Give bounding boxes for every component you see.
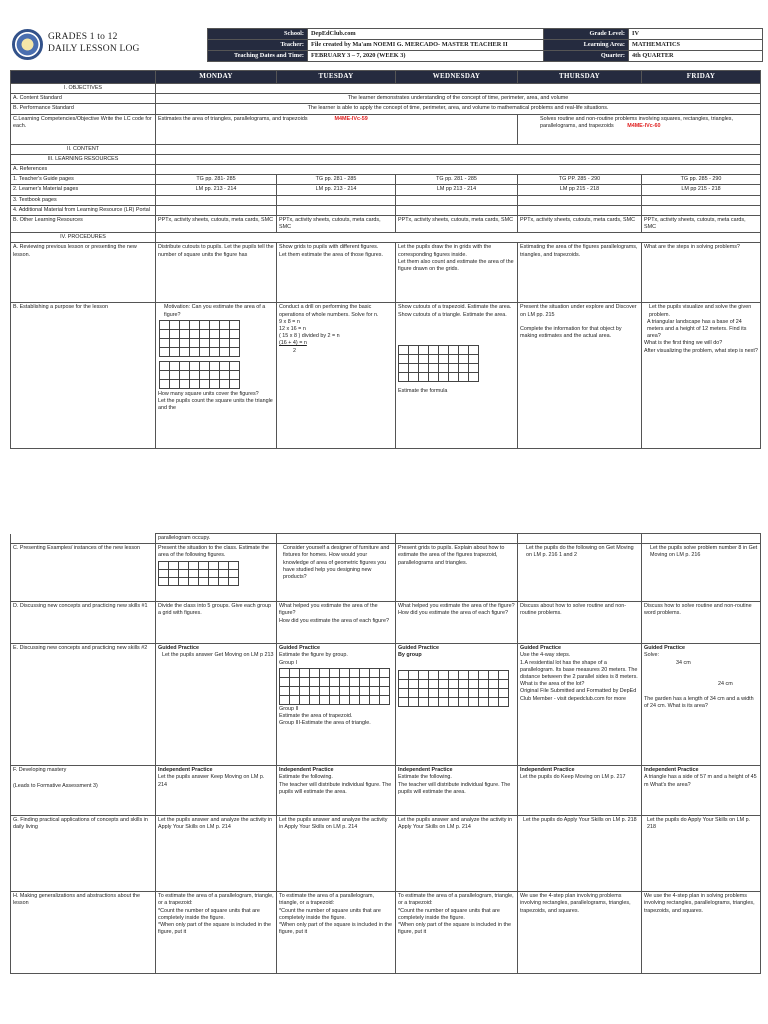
cell [642,205,761,215]
dates-label: Teaching Dates and Time: [208,51,308,62]
purpose-label: B. Establishing a purpose for the lesson [11,303,156,449]
review-wed: Let the pupils draw the in grids with the corresponding figures inside. Let them also count and estimate the area of the figure drawn on the grids. [396,243,518,303]
area-label: Learning Area: [544,40,629,51]
lm-label: 2. Learner's Material pages [11,185,156,195]
day-header-monday: MONDAY [156,71,277,84]
purpose-mon-motivation: Motivation: Can you estimate the area of a figure? [164,304,266,318]
independent-practice-thu: Independent Practice [520,767,575,774]
quarter-value: 4th QUARTER [629,51,763,62]
square-grid-3 [398,345,479,382]
square-grid-6 [398,670,509,707]
mastery-label [11,766,156,816]
header [10,27,760,64]
discuss1-tue: What helped you estimate the area of the figure? How did you estimate the area of each figure? [277,602,396,644]
purpose-thu-complete: Complete the information for that object by making estimates and the actual area. [520,325,622,339]
cell [11,534,156,544]
dates-value: FEBRUARY 3 – 7, 2020 (WEEK 3) [308,51,544,62]
square-grid-5 [279,668,390,705]
performance-standard-text: The learner is able to apply the concept of time, perimeter, area, and volume to mathematical problems and real-life situations. [156,104,761,114]
applications-wed: Let the pupils answer and analyze the activity in Apply Your Skills on LM p. 214 [396,816,518,892]
generalization-wed: To estimate the area of a parallelogram, triangle, or a trapezoid: *Count the number of square units that are completely inside the figure. *When only part of the square is included in the figure, put it [396,892,518,974]
objectives-heading: I. OBJECTIVES [11,84,156,94]
textbook-label: 3. Textbook pages [11,195,156,205]
competencies-label: C.Learning Competencies/Objective Write the LC code for each. [11,114,156,144]
applications-fri: Let the pupils do Apply Your Skills on LM p. 218 [642,816,761,892]
lm-wed: LM pp 213 - 214 [396,185,518,195]
cell [277,195,396,205]
other-resources-label: B. Other Learning Resources [11,215,156,232]
tg-fri: TG pp. 285 - 290 [642,175,761,185]
objectives-blank [156,84,761,94]
discuss2-label: E. Discussing new concepts and practicing new skills #2 [11,644,156,766]
applications-thu: Let the pupils do Apply Your Skills on LM p. 218 [518,816,642,892]
applications-mon: Let the pupils answer and analyze the activity in Apply Your Skills on LM p. 214 [156,816,277,892]
competency-2-code: M4ME-IVc-60 [627,122,661,129]
applications-tue: Let the pupils answer and analyze the activity in Apply Your Skills on LM p. 214 [277,816,396,892]
school-label: School: [208,29,308,40]
cell [396,534,518,544]
spacer [644,688,758,696]
discuss2-tue [277,644,396,766]
discuss2-tue-group1: Estimate the figure by group. Group I [279,652,348,666]
generalization-tue: To estimate the area of a parallelogram, triangle, or a trapezoid: *Count the number of square units that are completely inside the figure. *When only part of the square is included in the figure, put it [277,892,396,974]
other-thu: PPTx, activity sheets, cutouts, meta cards, SMC [518,215,642,232]
mastery-tue-text: Estimate the following. The teacher will distribute individual figure. The pupils will estimate the area. [279,774,392,795]
guided-practice-mon: Guided Practice [158,645,200,652]
discuss1-thu: Discuss about how to solve routine and non-routine problems. [518,602,642,644]
equation-4-denominator: 2 [293,347,296,354]
mastery-fri [642,766,761,816]
cell [277,205,396,215]
lesson-table-page-2 [10,533,761,974]
examples-thu: Let the pupils do the following on Get Moving on LM p. 216 1 and 2 [518,544,642,602]
cell [642,534,761,544]
school-value: DepEdClub.com [308,29,544,40]
purpose-fri-visualize: Let the pupils visualize and solve the given problem. [649,304,752,318]
generalization-mon: To estimate the area of a parallelogram, triangle, or a trapezoid: *Count the number of square units that are completely inside the figure. *When only part of the square is included in the figure, put it [156,892,277,974]
discuss1-label: D. Discussing new concepts and practicing new skills #1 [11,602,156,644]
cell [518,205,642,215]
independent-practice-wed: Independent Practice [398,767,453,774]
examples-mon [156,544,277,602]
equation-1: 9 x 8 = n [279,318,300,325]
mastery-tue [277,766,396,816]
purpose-mon [156,303,277,449]
discuss2-fri-problem: The garden has a length of 34 cm and a width of 24 cm. What is its area? [644,695,754,710]
independent-practice-tue: Independent Practice [279,767,334,774]
grade-value: IV [629,29,763,40]
lesson-table-page-1 [10,70,761,449]
cell [396,205,518,215]
examples-fri: Let the pupils solve problem number 8 in Get Moving on LM p. 216 [642,544,761,602]
mastery-label-2: (Leads to Formative Assessment 3) [13,783,98,790]
competency-1-code: M4ME-IVc-59 [334,115,368,122]
width-label: 24 cm [718,680,733,687]
discuss2-mon-text: Let the pupils answer Get Moving on LM p 213 [162,652,274,659]
title-line-2: DAILY LESSON LOG [48,44,140,54]
mastery-mon [156,766,277,816]
guided-practice-wed: Guided Practice [398,645,440,652]
teacher-value: File created by Ma'am NOEMI G. MERCADO- MASTER TEACHER II [308,40,544,51]
guided-practice-thu: Guided Practice [520,645,562,652]
procedures-blank [156,233,761,243]
examples-mon-text: Present the situation to the class. Estimate the area of the following figures. [158,545,269,559]
cell [156,205,277,215]
day-header-tuesday: TUESDAY [277,71,396,84]
review-thu: Estimating the area of the figures parallelograms, triangles, and trapezoids. [518,243,642,303]
purpose-wed-formula: Estimate the formula [398,387,448,394]
discuss2-fri [642,644,761,766]
corner-header [11,71,156,84]
other-tue: PPTx, activity sheets, cutouts, meta cards, SMC [277,215,396,232]
review-mon: Distribute cutouts to pupils. Let the pupils tell the number of square units the figure has [156,243,277,303]
references-blank [156,164,761,174]
tg-wed: TG pp. 281 - 285 [396,175,518,185]
cell [518,534,642,544]
independent-practice-mon: Independent Practice [158,767,213,774]
purpose-fri-first-step: What is the first thing we will do? [644,340,723,347]
references-label: A. References [11,164,156,174]
mastery-thu [518,766,642,816]
tg-mon: TG pp. 281- 285 [156,175,277,185]
discuss1-wed: What helped you estimate the area of the figure? How did you estimate the area of each figure? [396,602,518,644]
competency-1 [156,114,518,144]
mastery-wed-text: Estimate the following. The teacher will distribute individual figure. The pupils will estimate the area. [398,774,511,795]
generalization-label: H. Making generalizations and abstractions about the lesson [11,892,156,974]
purpose-fri-next-step: After visualizing the problem, what step is next? [644,347,758,354]
other-wed: PPTx, activity sheets, cutouts, meta cards, SMC [396,215,518,232]
equation-3: ( 15 x 8 ) divided by 2 = n [279,333,340,340]
purpose-thu [518,303,642,449]
content-heading: II. CONTENT [11,144,156,154]
performance-standard-label: B. Performance Standard [11,104,156,114]
equation-2: 12 x 16 = n [279,326,306,332]
spacer [644,667,758,681]
square-grid-2 [159,361,240,389]
cell [642,195,761,205]
discuss2-wed [396,644,518,766]
area-value: MATHEMATICS [629,40,763,51]
lm-mon: LM pp. 213 - 214 [156,185,277,195]
applications-label: G. Finding practical applications of concepts and skills in daily living [11,816,156,892]
purpose-tue [277,303,396,449]
content-standard-label: A. Content Standard [11,94,156,104]
competency-2 [518,114,761,144]
length-label: 34 cm [676,659,691,666]
mastery-thu-text: Let the pupils do Keep Moving on LM p. 217 [520,774,626,781]
mastery-mon-text: Let the pupils answer Keep Moving on LM p. 214 [158,774,265,788]
other-mon: PPTx, activity sheets, cutouts, meta cards, SMC [156,215,277,232]
competency-2-text: Solves routine and non-routine problems involving squares, rectangles, triangles, parallelograms, and trapezoids [540,115,733,129]
log-title [48,31,140,55]
mastery-wed [396,766,518,816]
procedures-heading: IV. PROCEDURES [11,233,156,243]
discuss2-tue-group2: Group II Estimate the area of trapezoid. Group III-Estimate the area of triangle. [279,705,371,727]
lm-thu: LM pp 215 - 218 [518,185,642,195]
discuss2-mon [156,644,277,766]
content-standard-text: The learner demonstrates understanding of the concept of time, perimeter, area, and volume [156,94,761,104]
lesson-log-page-1 [0,0,768,482]
cell [518,195,642,205]
discuss1-mon: Divide the class into 5 groups. Give each group a grid with figures. [156,602,277,644]
resources-blank [156,154,761,164]
purpose-tue-drill: Conduct a drill on performing the basic operations of whole numbers. Solve for n. [279,304,379,318]
deped-seal-icon [12,29,43,60]
cell [396,195,518,205]
discuss2-fri-solve: Solve: [644,652,659,659]
tg-tue: TG pp. 281 - 285 [277,175,396,185]
review-fri: What are the steps in solving problems? [642,243,761,303]
independent-practice-fri: Independent Practice [644,767,699,774]
day-header-friday: FRIDAY [642,71,761,84]
generalization-fri: We use the 4-step plan in solving problems involving rectangles, parallelograms, triangles, trapezoids, and squares. [642,892,761,974]
square-grid-4 [158,561,239,586]
lr-portal-label: 4. Additional Material from Learning Resource (LR) Portal [11,205,156,215]
cell [156,195,277,205]
mastery-label-1: F. Developing mastery [13,767,67,774]
teacher-label: Teacher: [208,40,308,51]
title-line-1: GRADES 1 to 12 [48,32,118,42]
quarter-label: Quarter: [544,51,629,62]
guided-practice-tue: Guided Practice [279,645,321,652]
generalization-thu: We use the 4-step plan involving problems involving rectangles, parallelograms, triangles, trapezoids, and squares. [518,892,642,974]
examples-tue: Consider yourself a designer of furniture and fixtures for homes. How would your knowledge of area of geometric figures you have studied help you designing new products? [277,544,396,602]
purpose-wed [396,303,518,449]
guided-practice-fri: Guided Practice [644,645,686,652]
square-grid-1 [159,320,240,357]
review-label: A. Reviewing previous lesson or presenting the new lesson. [11,243,156,303]
purpose-thu-situation: Present the situation under explore and Discover on LM pp. 215 [520,304,637,318]
lm-tue: LM pp. 213 - 214 [277,185,396,195]
review-tue: Show grids to pupils with different figures. Let them estimate the area of those figures. [277,243,396,303]
equation-4: (16 + 4) = n [279,340,307,347]
purpose-fri-problem: A triangular landscape has a base of 24 meters and a height of 12 meters. Find its area? [647,318,747,340]
discuss2-thu [518,644,642,766]
other-fri: PPTx, activity sheets, cutouts, meta cards, SMC [642,215,761,232]
lm-fri: LM pp 215 - 218 [642,185,761,195]
page-gap [0,482,768,528]
purpose-fri [642,303,761,449]
grade-label: Grade Level: [544,29,629,40]
purpose-mon-continued: parallelogram occupy. [156,534,277,544]
tg-label: 1. Teacher's Guide pages [11,175,156,185]
mastery-fri-text: A triangle has a side of 57 m and a height of 45 m What's the area? [644,774,757,788]
purpose-mon-question: How many square units cover the figures? Let the pupils count the square units the triangle and the [158,390,273,412]
content-blank [156,144,761,154]
discuss2-wed-group: By group [398,652,422,659]
lesson-log-page-2 [0,528,768,1024]
cell [277,534,396,544]
tg-thu: TG PP. 285 - 290 [518,175,642,185]
examples-label: C. Presenting Examples/ instances of the new lesson [11,544,156,602]
purpose-wed-cutouts: Show cutouts of a trapezoid. Estimate the area. Show cutouts of a triangle. Estimate the area. [398,304,512,318]
competency-1-text: Estimates the area of triangles, parallelograms, and trapezoids [158,115,308,122]
header-info-table [207,28,763,62]
discuss1-fri: Discuss how to solve routine and non-routine word problems. [642,602,761,644]
day-header-thursday: THURSDAY [518,71,642,84]
examples-wed: Present grids to pupils. Explain about how to estimate the area of the figures trapezoid, parallelograms and triangles. [396,544,518,602]
resources-heading: III. LEARNING RESOURCES [11,154,156,164]
day-header-wednesday: WEDNESDAY [396,71,518,84]
discuss2-thu-text: Use the 4-way steps. 1.A residential lot has the shape of a parallelogram. Its base measures 20 meters. The distance between the 2 parallel sides is 8 meters. What is the area of the lot? Original File Submitted and Formatted by DepEd Club Member - visit depedclub.com for more [520,652,638,702]
